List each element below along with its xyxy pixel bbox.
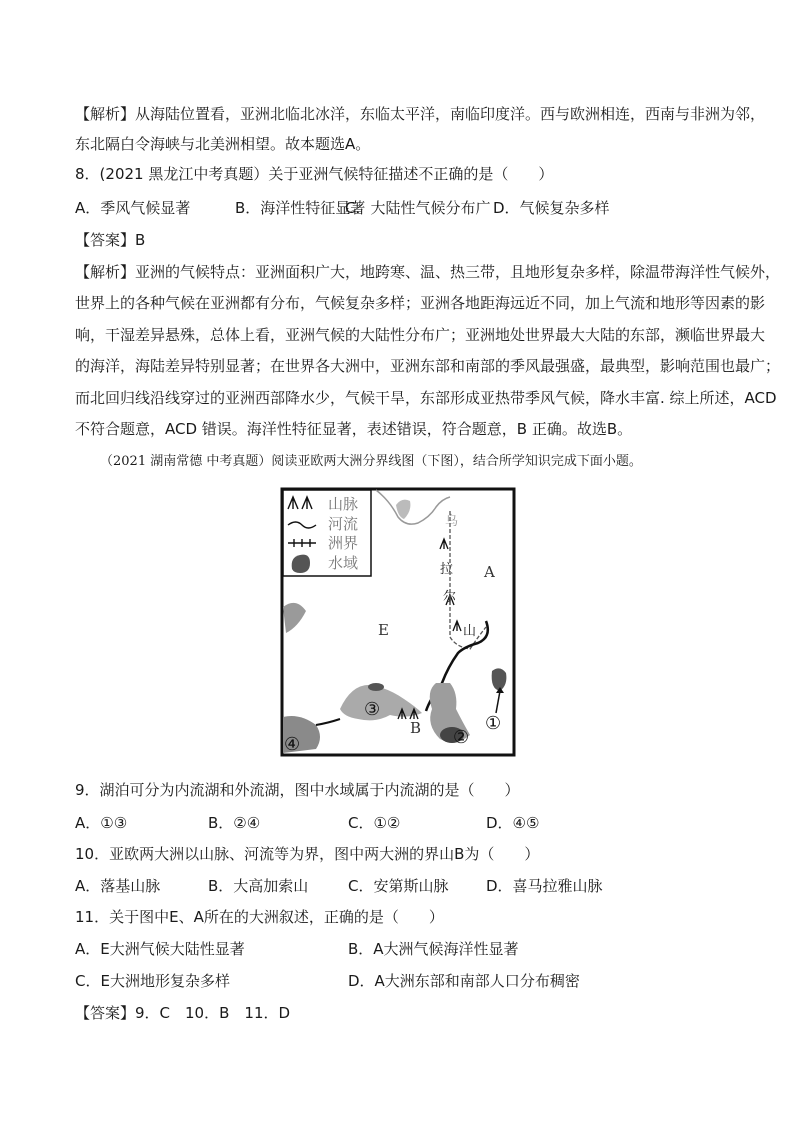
ural-label-3: 尔 bbox=[443, 590, 457, 605]
ural-label-2: 拉 bbox=[440, 562, 454, 577]
option-a: A．落基山脉 bbox=[75, 877, 161, 895]
marker-4: ④ bbox=[284, 734, 301, 755]
option-d: D．气候复杂多样 bbox=[493, 199, 610, 217]
option-a: A．①③ bbox=[75, 814, 128, 832]
question-11-option-d: D．A大洲东部和南部人口分布稠密 bbox=[348, 972, 580, 990]
question-11-option-c: C．E大洲地形复杂多样 bbox=[75, 972, 230, 990]
option-c: C．①② bbox=[348, 814, 401, 832]
explanation-8-line-3: 响，干湿差异悬殊，总体上看，亚洲气候的大陆性分布广；亚洲地处世界最大大陆的东部，濒临世界最大 bbox=[75, 326, 766, 344]
question-11-option-a: A．E大洲气候大陆性显著 bbox=[75, 940, 245, 958]
explanation-8-line-4: 的海洋，海陆差异特别显著；在世界各大洲中，亚洲东部和南部的季风最强盛，最典型，影响范围也最广； bbox=[75, 357, 781, 375]
legend-water: 水域 bbox=[328, 554, 359, 572]
explanation-8-line-2: 世界上的各种气候在亚洲都有分布，气候复杂多样；亚洲各地距海远近不同，加上气流和地形等因素的影 bbox=[75, 294, 766, 312]
question-9: 9．湖泊可分为内流湖和外流湖，图中水域属于内流湖的是（ ） bbox=[75, 781, 520, 799]
option-b: B．海洋性特征显著 bbox=[235, 199, 366, 217]
label-e: E bbox=[378, 621, 389, 639]
black-sea-dark bbox=[368, 683, 384, 691]
explanation-8-line-5: 而北回归线沿线穿过的亚洲西部降水少，气候干旱，东部形成亚热带季风气候，降水丰富. 综上所述，ACD bbox=[75, 389, 777, 407]
label-a: A bbox=[484, 563, 495, 581]
ural-label-4: 山 bbox=[463, 624, 477, 639]
option-d: D．喜马拉雅山脉 bbox=[486, 877, 603, 895]
marker-3: ③ bbox=[364, 699, 381, 720]
explanation-line-1: 【解析】从海陆位置看，亚洲北临北冰洋，东临太平洋，南临印度洋。西与欧洲相连，西南与非洲为邻， bbox=[75, 105, 766, 123]
question-10: 10．亚欧两大洲以山脉、河流等为界，图中两大洲的界山B为（ ） bbox=[75, 845, 540, 863]
answer-9-11: 【答案】9．C 10．B 11．D bbox=[75, 1004, 291, 1022]
option-b: B．大高加索山 bbox=[208, 877, 309, 895]
option-a: A．季风气候显著 bbox=[75, 199, 191, 217]
option-d: D．④⑤ bbox=[486, 814, 540, 832]
reading-intro: （2021 湖南常德 中考真题）阅读亚欧两大洲分界线图（下图），结合所学知识完成下面小题。 bbox=[100, 454, 642, 469]
explanation-8-line-1: 【解析】亚洲的气候特点：亚洲面积广大，地跨寒、温、热三带，且地形复杂多样，除温带海洋性气候外， bbox=[75, 263, 781, 281]
option-c: C．大陆性气候分布广 bbox=[345, 199, 491, 217]
question-11: 11．关于图中E、A所在的大洲叙述，正确的是（ ） bbox=[75, 908, 444, 926]
explanation-line-2: 东北隔白令海峡与北美洲相望。故本题选A。 bbox=[75, 135, 371, 153]
ural-label-1: 乌 bbox=[445, 514, 459, 529]
asia-europe-boundary-map bbox=[280, 487, 516, 757]
legend-boundary: 洲界 bbox=[328, 534, 359, 552]
marker-2: ② bbox=[453, 727, 470, 748]
option-b: B．②④ bbox=[208, 814, 261, 832]
option-c: C．安第斯山脉 bbox=[348, 877, 449, 895]
question-8: 8．(2021 黑龙江中考真题）关于亚洲气候特征描述不正确的是（ ） bbox=[75, 165, 554, 183]
answer-8: 【答案】B bbox=[75, 231, 146, 249]
legend-river: 河流 bbox=[328, 515, 359, 533]
question-11-option-b: B．A大洲气候海洋性显著 bbox=[348, 940, 519, 958]
label-b: B bbox=[410, 719, 422, 737]
legend-mountain: 山脉 bbox=[328, 495, 359, 513]
marker-1: ① bbox=[485, 713, 502, 734]
explanation-8-line-6: 不符合题意，ACD 错误。海洋性特征显著，表述错误，符合题意，B 正确。故选B。 bbox=[75, 420, 633, 438]
